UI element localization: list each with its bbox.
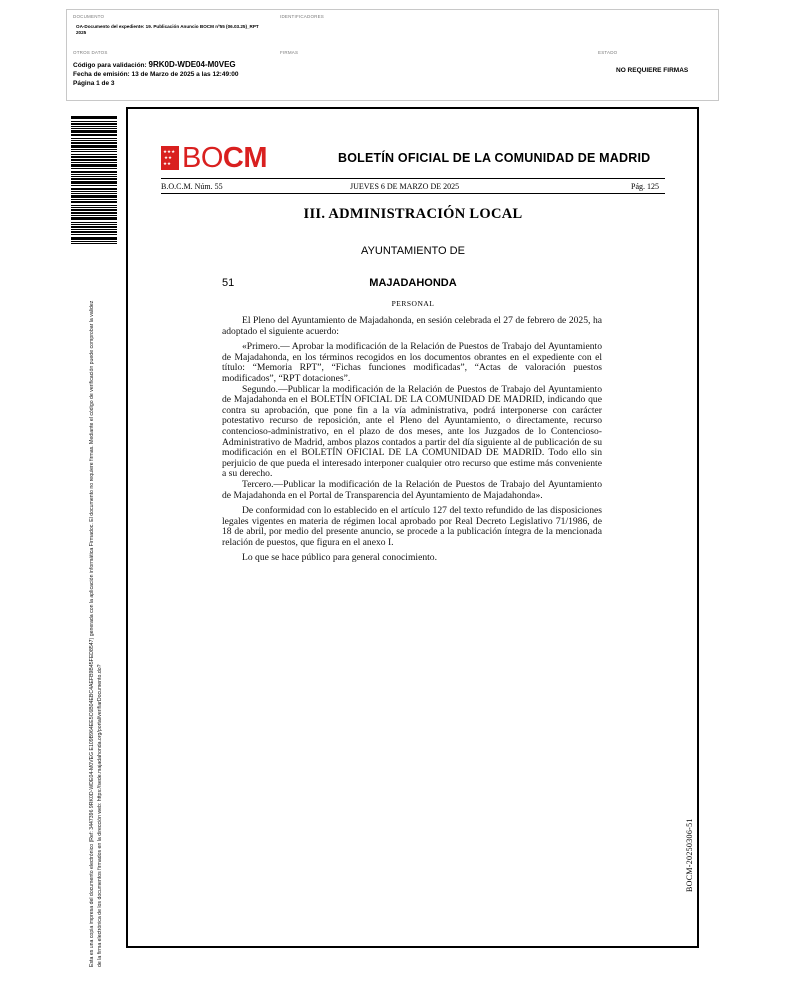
barcode-bar bbox=[71, 231, 117, 233]
barcode-bar bbox=[71, 243, 117, 244]
barcode-bar bbox=[71, 126, 117, 127]
barcode-bar bbox=[71, 224, 117, 225]
barcode-bar bbox=[71, 241, 117, 242]
journal-title: BOLETÍN OFICIAL DE LA COMUNIDAD DE MADRID bbox=[338, 151, 651, 165]
barcode-bar bbox=[71, 209, 117, 211]
barcode-bar bbox=[71, 168, 117, 169]
barcode-bar bbox=[71, 207, 117, 208]
page-number: Pág. 125 bbox=[631, 182, 659, 191]
barcode-bar bbox=[71, 134, 117, 136]
header-rule-bottom bbox=[161, 193, 665, 194]
barcode-bar bbox=[71, 205, 117, 206]
barcode-bar bbox=[71, 215, 117, 216]
barcode-bar bbox=[71, 156, 117, 158]
fecha-emision: Fecha de emisión: 13 de Marzo de 2025 a las 12:49:00 bbox=[73, 71, 239, 78]
barcode-bar bbox=[71, 138, 117, 139]
barcode-bar bbox=[71, 171, 117, 173]
municipio-heading: MAJADAHONDA bbox=[369, 277, 457, 289]
documento-cell bbox=[67, 10, 274, 46]
estado-value: NO REQUIERE FIRMAS bbox=[616, 67, 689, 74]
madrid-flag-icon: ★★★ ★★ ★★ bbox=[161, 146, 179, 170]
barcode-bar bbox=[71, 237, 117, 240]
materia-heading: PERSONAL bbox=[391, 299, 435, 308]
verification-side-text: Esta es una copia impresa del documento electrónico (Ref: 3447396 9RK0D-WDE04-M0VEG E109B964EE5C6B04EBC4AEFB9B45FED8547) generada con la aplicación informática Firmadoc. El documento no requiere firmas. Mediante el código de verificación puede comprobar la validez de la firma electrónica de los documentos firmados en la dirección web: https://sede.majadahonda.org/portal/verifiarDocumento.do? bbox=[89, 300, 103, 967]
identificadores-cell bbox=[274, 10, 718, 46]
barcode-bar bbox=[71, 130, 117, 133]
otros-datos-cell bbox=[67, 46, 274, 100]
barcode-bar bbox=[71, 229, 117, 230]
barcode-bar bbox=[71, 181, 117, 184]
logo-wordmark: BOCM bbox=[182, 142, 268, 174]
firmas-caption: FIRMAS bbox=[280, 50, 299, 55]
paragraph: Segundo.—Publicar la modificación de la Relación de Puestos de Trabajo del Ayuntamiento de Majadahonda en el BOLETÍN OFICIAL DE LA COMUNIDAD DE MADRID, indicando que contra su aprobación, que pone fin a la vía administrativa, podrá interponerse con carácter potestativo recurso de reposición, ante el Pleno del Ayuntamiento, o directamente, recurso contencioso-administrativo, en el plazo de dos meses, ante los Juzgados de lo Contencioso-Administrativo de Madrid, ambos plazos contados a partir del día siguiente al de publicación de su modificación en el BOLETÍN OFICIAL DE LA COMUNIDAD DE MADRID. Todo ello sin perjuicio de que pueda el interesado interponer cualquier otro recurso que estime más conveniente a su derecho. bbox=[222, 383, 602, 480]
validation-header bbox=[66, 9, 719, 101]
paragraph: «Primero.— Aprobar la modificación de la Relación de Puestos de Trabajo del Ayuntamiento de Majadahonda, en los términos recogidos en los documentos obrantes en el expediente con el título: “Memoria RPT”, “Fichas funciones modificadas”, “Actas de valoración puestos modificados”, “RPT dotaciones”. bbox=[222, 341, 602, 384]
barcode-bar bbox=[71, 212, 117, 214]
barcode-bar bbox=[71, 226, 117, 228]
barcode-bar bbox=[71, 176, 117, 177]
codigo-validacion bbox=[73, 60, 236, 69]
bocm-logo bbox=[161, 142, 268, 174]
barcode-bar bbox=[71, 191, 117, 192]
barcode-bar bbox=[71, 188, 117, 190]
barcode-bar bbox=[71, 222, 117, 223]
estado-caption: ESTADO bbox=[598, 50, 618, 55]
barcode-bar bbox=[71, 151, 117, 152]
barcode-bar bbox=[71, 217, 117, 220]
codigo-label: Código para validación: bbox=[73, 62, 147, 69]
paragraph: Tercero.—Publicar la modificación de la Relación de Puestos de Trabajo del Ayuntamiento de Majadahonda en el Portal de Transparencia del Ayuntamiento de Majadahonda». bbox=[222, 478, 602, 501]
barcode-bar bbox=[71, 174, 117, 175]
barcode-bar bbox=[71, 234, 117, 235]
barcode-bar bbox=[71, 116, 117, 119]
barcode-bar bbox=[71, 140, 117, 141]
issue-number: B.O.C.M. Núm. 55 bbox=[161, 182, 223, 191]
barcode-bar bbox=[71, 162, 117, 163]
ayuntamiento-heading: AYUNTAMIENTO DE bbox=[361, 245, 465, 257]
anuncio-number: 51 bbox=[222, 277, 235, 289]
estado-cell bbox=[592, 46, 718, 100]
barcode-bar bbox=[71, 145, 117, 148]
paragraph: Lo que se hace público para general conocimiento. bbox=[242, 552, 437, 564]
otros-caption: OTROS DATOS bbox=[73, 50, 108, 55]
barcode-icon bbox=[71, 116, 117, 276]
barcode-bar bbox=[71, 159, 117, 161]
codigo-value: 9RK0D-WDE04-M0VEG bbox=[148, 60, 236, 69]
document-id: BOCM-20250306-51 bbox=[685, 818, 694, 892]
barcode-bar bbox=[71, 195, 117, 198]
firmas-cell bbox=[274, 46, 592, 100]
barcode-bar bbox=[71, 201, 117, 203]
barcode-bar bbox=[71, 185, 117, 186]
barcode-bar bbox=[71, 178, 117, 180]
barcode-bar bbox=[71, 154, 117, 155]
barcode-bar bbox=[71, 123, 117, 125]
documento-caption: DOCUMENTO bbox=[73, 14, 105, 19]
pagina-count: Página 1 de 3 bbox=[73, 80, 115, 87]
barcode-bar bbox=[71, 199, 117, 200]
barcode-bar bbox=[71, 193, 117, 194]
issue-date: JUEVES 6 DE MARZO DE 2025 bbox=[350, 182, 460, 191]
barcode-bar bbox=[71, 121, 117, 122]
barcode-bar bbox=[71, 149, 117, 150]
barcode-bar bbox=[71, 142, 117, 144]
documento-value: OA-Documento del expediente: 19. Publicación Anuncio BOCM nº55 (06.03.25)_RPT 2025 bbox=[76, 24, 259, 35]
paragraph: De conformidad con lo establecido en el artículo 127 del texto refundido de las disposiciones legales vigentes en materia de régimen local aprobado por Real Decreto Legislativo 71/1986, de 18 de abril, por medio del presente anuncio, se procede a la publicación íntegra de la mencionada relación de puestos, que figura en el anexo I. bbox=[222, 505, 602, 548]
barcode-bar bbox=[71, 128, 117, 129]
section-title: III. ADMINISTRACIÓN LOCAL bbox=[303, 206, 523, 222]
announcement-body bbox=[222, 316, 602, 569]
barcode-bar bbox=[71, 164, 117, 167]
paragraph: El Pleno del Ayuntamiento de Majadahonda, en sesión celebrada el 27 de febrero de 2025, ha adoptado el siguiente acuerdo: bbox=[222, 315, 602, 337]
identificadores-caption: IDENTIFICADORES bbox=[280, 14, 325, 19]
header-rule-top bbox=[161, 178, 665, 179]
